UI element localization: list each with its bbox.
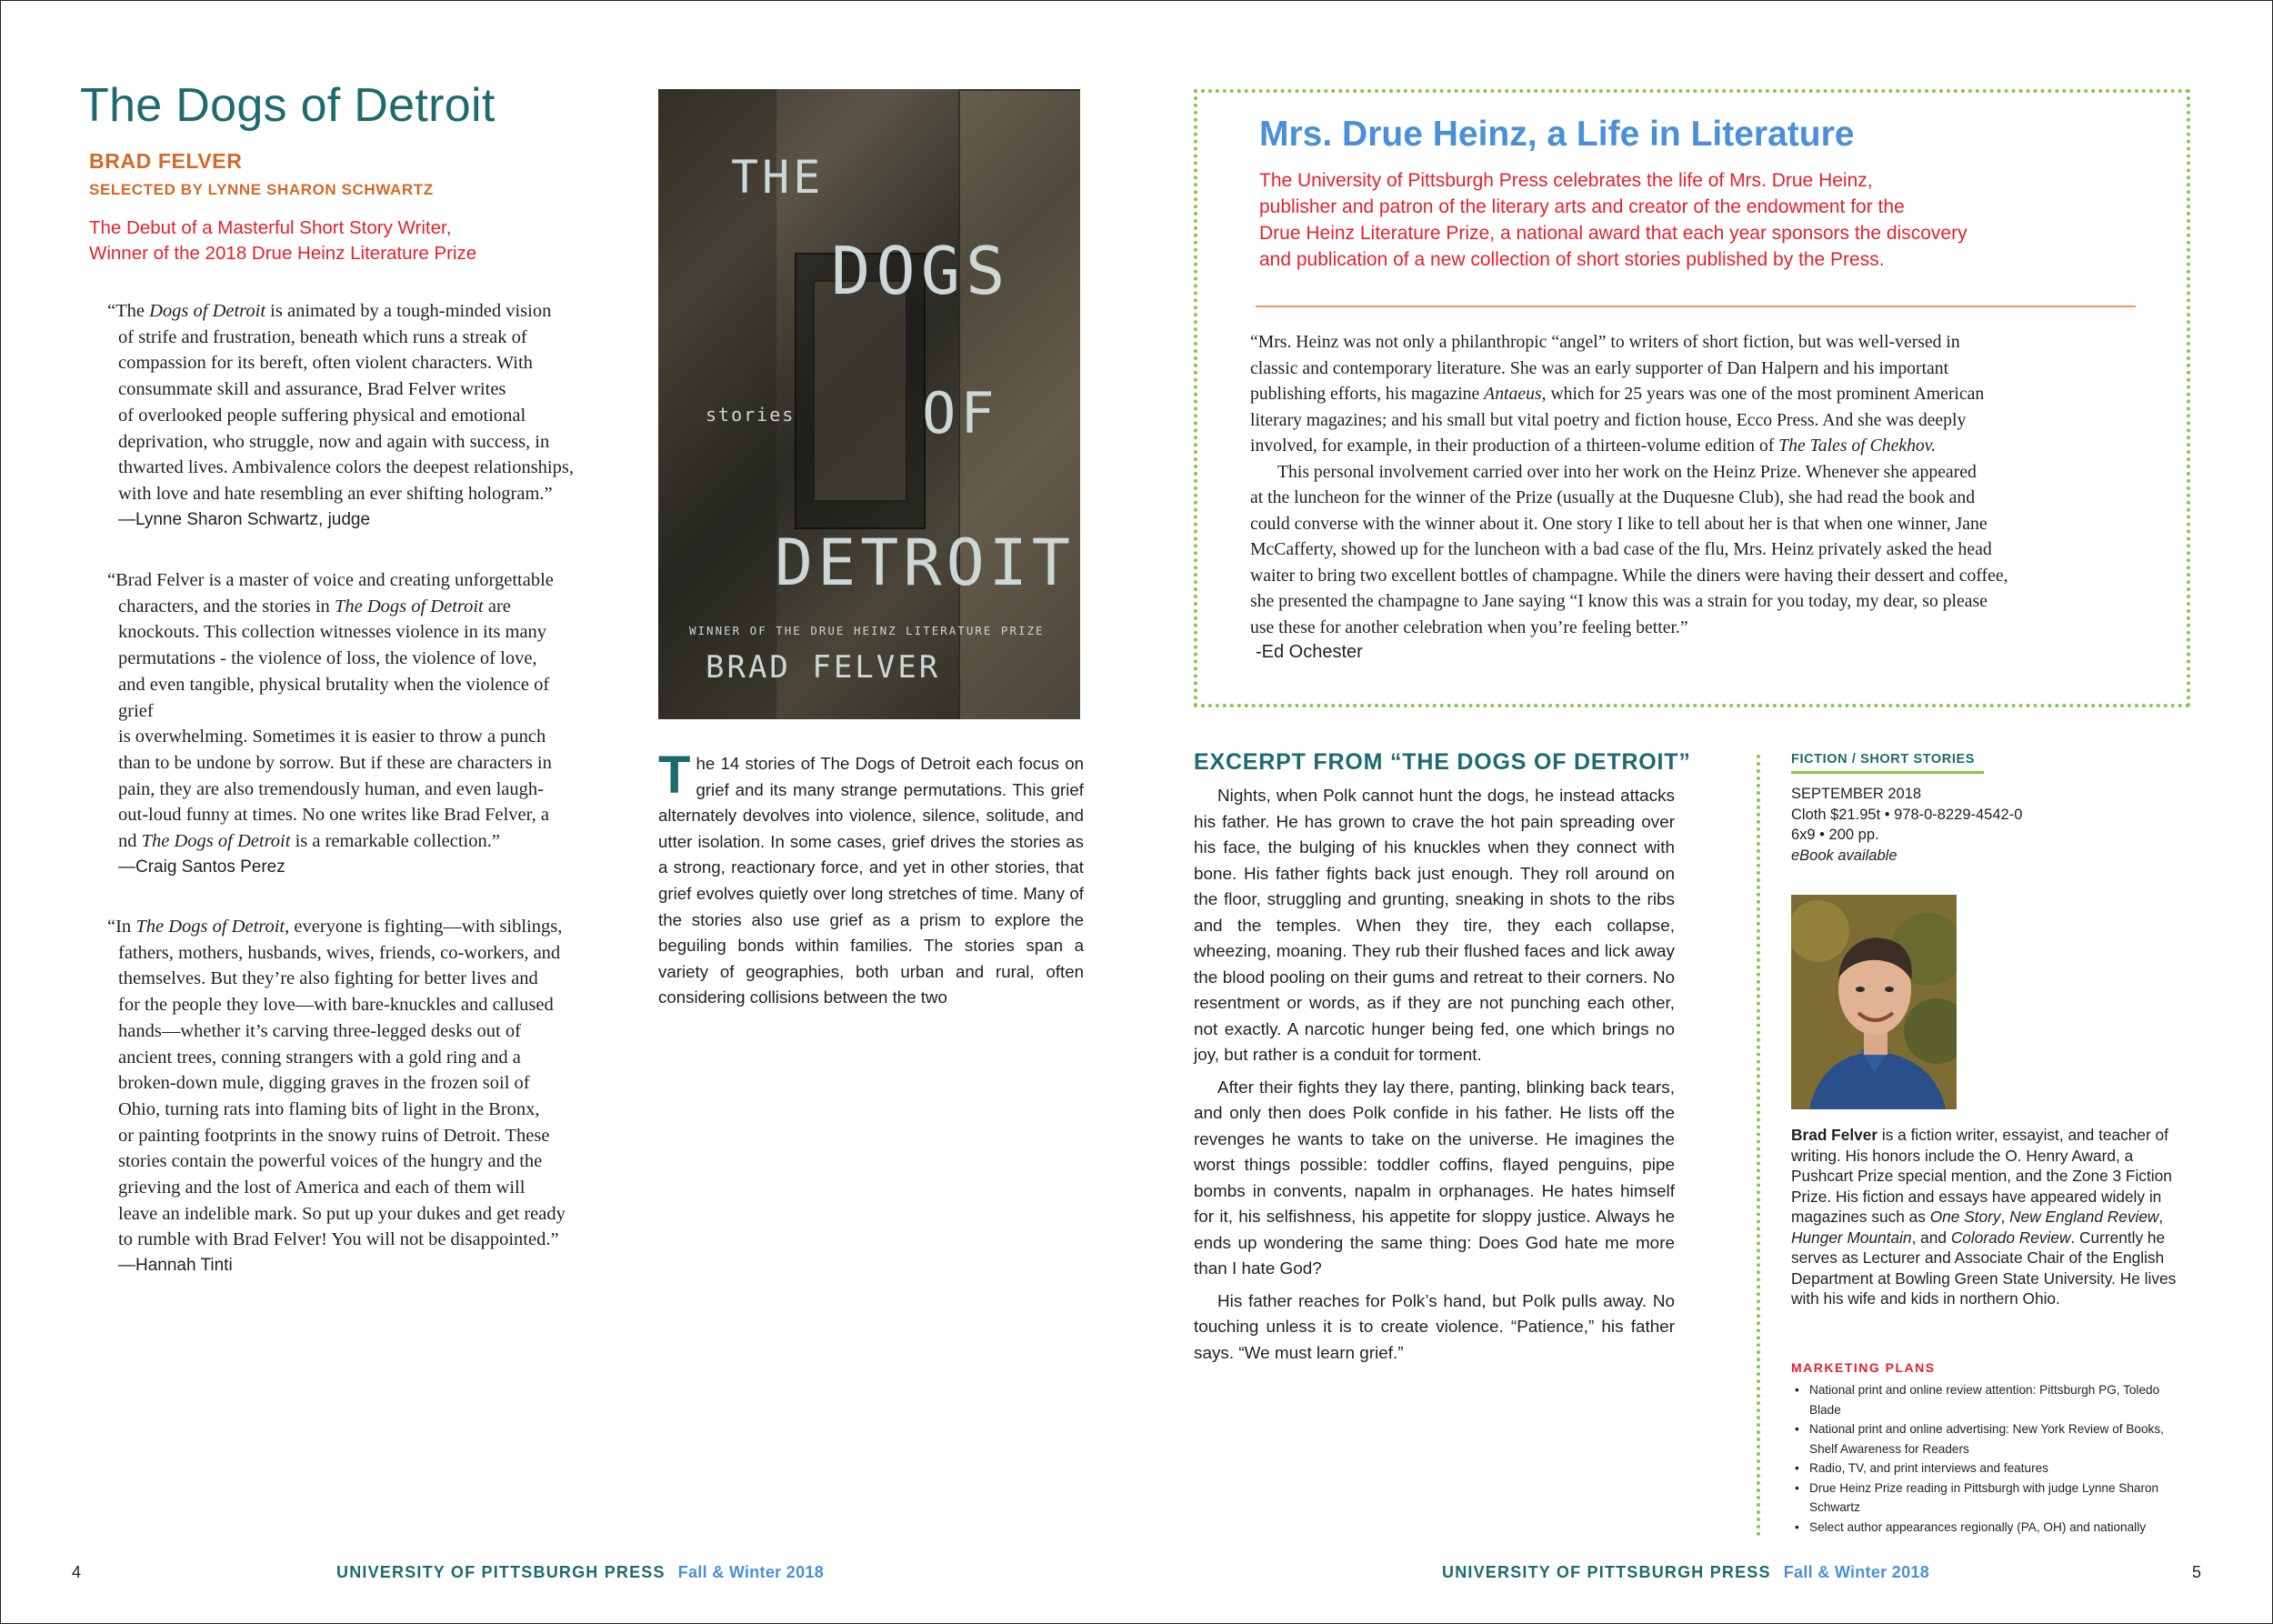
- heinz-attribution: -Ed Ochester: [1256, 642, 1363, 662]
- book-subtitle: [89, 216, 476, 266]
- bio-separator: ,: [2000, 1208, 2010, 1226]
- intro-line: and publication of a new collection of short stories published by the Press.: [1259, 249, 1885, 270]
- description-text: he 14 stories of The Dogs of Detroit each focus on grief and its many strange permutations. This grief alternately devolves into violence, silence, solitude, and utter isolation. In some cases, grief drives the stories as a strong, reactionary force, and yet in other stories, that grief evolves quietly over long stretches of time. Many of the stories also use grief as a prism to explore the beguiling bonds within families. The stories span a variety of geographies, both urban and rural, often considering collisions between the two: [658, 754, 1084, 1007]
- quote-line: use these for another celebration when you’re feeling better.”: [1250, 617, 1688, 637]
- marketing-item: • Select author appearances regionally (PA, OH) and nationally: [1791, 1518, 2191, 1538]
- cover-title-dogs: DOGS: [831, 233, 1011, 309]
- quote-line: hands—whether it’s carving three-legged desks out of: [118, 1020, 521, 1041]
- subtitle-line: Winner of the 2018 Drue Heinz Literature Prize: [89, 243, 477, 264]
- footer-press: UNIVERSITY OF PITTSBURGH PRESS: [336, 1563, 666, 1581]
- bio-magazine: New England Review: [2009, 1208, 2159, 1226]
- quote-line: This personal involvement carried over into her work on the Heinz Prize. Whenever she appeared: [1277, 461, 1977, 482]
- bio-magazine: One Story: [1929, 1208, 2001, 1226]
- cover-title-the: THE: [731, 151, 825, 204]
- quote-attribution: —Craig Santos Perez: [118, 857, 285, 877]
- author-photo-illustration: [1791, 895, 1957, 1109]
- quote-body: [107, 594, 630, 855]
- intro-line: publisher and patron of the literary arts and creator of the endowment for the: [1259, 196, 1905, 217]
- blurb-schwartz: [107, 298, 630, 533]
- quote-line: grief: [118, 700, 154, 721]
- quote-line: deprivation, who struggle, now and again with success, in: [118, 431, 550, 452]
- excerpt-body: [1194, 784, 1675, 1373]
- category-label: FICTION / SHORT STORIES: [1791, 752, 1976, 767]
- quote-line: for the people they love—with bare-knuckles and callused: [118, 995, 554, 1016]
- quote-line: she presented the champagne to Jane saying “I know this was a strain for you today, my dear, so please: [1250, 591, 1988, 611]
- footer-season: Fall & Winter 2018: [1783, 1563, 1930, 1581]
- bio-separator: ,: [2158, 1208, 2164, 1226]
- selected-by: SELECTED BY LYNNE SHARON SCHWARTZ: [89, 181, 434, 198]
- quote-line: knockouts. This collection witnesses violence in its many: [118, 622, 547, 643]
- subtitle-line: The Debut of a Masterful Short Story Writer,: [89, 217, 452, 238]
- heinz-title: Mrs. Drue Heinz, a Life in Literature: [1259, 115, 1855, 154]
- footer-right: [1442, 1563, 1929, 1582]
- author-bio: [1791, 1125, 2191, 1309]
- quote-line: stories contain the powerful voices of the hungry and the: [118, 1151, 543, 1172]
- excerpt-paragraph: After their fights they lay there, panting, blinking back tears, and only then does Polk confide in his father. He lists off the revenges he wants to take on the universe. He imagines the worst things possible: toddler coffins, flayed penguins, pipe bombs in convents, napalm in orphanages. He hates himself for it, his selfishness, his appetite for sloppy justice. Always he ends up wondering the same thing: Does God hate me more than I hate God?: [1194, 1078, 1675, 1278]
- quote-line: thwarted lives. Ambivalence colors the deepest relationships,: [118, 457, 574, 478]
- page-number-right: 5: [2192, 1563, 2202, 1581]
- quote-line: McCafferty, showed up for the luncheon with a bad case of the flu, Mrs. Heinz privately asked the head: [1250, 539, 1992, 559]
- quote-line: grieving and the lost of America and each of them will: [118, 1178, 526, 1198]
- heinz-quote: [1250, 329, 2141, 640]
- book-title: The Dogs of Detroit: [80, 79, 496, 132]
- quote-line: or painting footprints in the snowy ruins of Detroit. These: [118, 1125, 550, 1146]
- quote-line: publishing efforts, his magazine Antaeus, which for 25 years was one of the most prominent American: [1250, 384, 1985, 404]
- cover-title-detroit: DETROIT: [775, 526, 1076, 600]
- quote-body: [107, 940, 630, 1253]
- quote-line: “Brad Felver is a master of voice and creating unforgettable: [107, 570, 554, 590]
- footer-press: UNIVERSITY OF PITTSBURGH PRESS: [1442, 1563, 1771, 1581]
- pub-date: SEPTEMBER 2018: [1791, 786, 1922, 802]
- quote-line: characters, and the stories in The Dogs of Detroit are: [118, 596, 511, 617]
- quote-line: broken-down mule, digging graves in the frozen soil of: [118, 1073, 530, 1094]
- quote-line: than to be undone by sorrow. But if these are characters in: [118, 752, 552, 773]
- quote-line: of strife and frustration, beneath which runs a streak of: [118, 326, 527, 347]
- book-cover-image: [658, 89, 1080, 719]
- quote-line: consummate skill and assurance, Brad Felver writes: [118, 379, 506, 400]
- footer-season: Fall & Winter 2018: [677, 1563, 825, 1581]
- quote-line: pain, they are also tremendously human, and even laugh-: [118, 778, 544, 799]
- quote-line: Ohio, turning rats into flaming bits of light in the Bronx,: [118, 1098, 540, 1119]
- quote-line: “Mrs. Heinz was not only a philanthropic “angel” to writers of short fiction, but was well-versed in: [1250, 332, 1960, 352]
- quote-line: themselves. But they’re also fighting for better lives and: [118, 968, 538, 989]
- excerpt-paragraph: Nights, when Polk cannot hunt the dogs, he instead attacks his father. He has grown to crave the hot pain spreading over his face, the bulging of his knuckles when they connect with bone. His father fights back just enough. They roll around on the floor, struggling and grunting, sneaking in shots to the ribs and the temples. When they tire, they each collapse, wheezing, moaning. They rub their flushed faces and lick away the blood pooling on their gums and retreat to their corners. No resentment or words, as if they are not punching each other, not exactly. A narcotic hunger being fed, one which brings no joy, but rather is a conduit for torment.: [1194, 787, 1675, 1065]
- quote-line: could converse with the winner about it. One story I like to tell about her is that when one winner, Jane: [1250, 513, 1988, 534]
- marketing-title: MARKETING PLANS: [1791, 1360, 1936, 1375]
- quote-line: classic and contemporary literature. She was an early supporter of Dan Halpern and his important: [1250, 357, 1949, 378]
- quote-line: compassion for its bereft, often violent characters. With: [118, 353, 533, 374]
- cover-prize-line: WINNER OF THE DRUE HEINZ LITERATURE PRIZE: [689, 624, 1045, 637]
- category-underline: [1791, 771, 1984, 774]
- quote-line: permutations - the violence of loss, the violence of love,: [118, 648, 537, 669]
- price-isbn: Cloth $21.95t • 978-0-8229-4542-0: [1791, 806, 2023, 823]
- intro-line: Drue Heinz Literature Prize, a national award that each year sponsors the discovery: [1259, 223, 1968, 244]
- quote-line: nd The Dogs of Detroit is a remarkable collection.”: [118, 831, 500, 852]
- marketing-list: [1791, 1380, 2191, 1537]
- excerpt-title: EXCERPT FROM “THE DOGS OF DETROIT”: [1194, 749, 1691, 775]
- quote-line: leave an indelible mark. So put up your dukes and get ready: [118, 1203, 566, 1224]
- quote-line: to rumble with Brad Felver! You will not be disappointed.”: [118, 1229, 559, 1250]
- marketing-item: • National print and online advertising: New York Review of Books, Shelf Awareness for Readers: [1791, 1419, 2191, 1459]
- bio-text: . Currently he serves as Lecturer and Associate Chair of the English Department at Bowling Green State University. He lives with his wife and kids in northern Ohio.: [1791, 1228, 2177, 1308]
- quote-line: waiter to bring two excellent bottles of champagne. While the diners were having their dessert and coffee,: [1250, 565, 2008, 586]
- intro-line: The University of Pittsburgh Press celebrates the life of Mrs. Drue Heinz,: [1259, 170, 1873, 191]
- bio-text: is a fiction writer, essayist, and teacher of writing. His honors include the O. Henry Award, a Pushcart Prize special mention, and the Zone 3 Fiction Prize. His fiction and essays have appeared widely in magazines such as: [1791, 1126, 2172, 1226]
- cover-stair-well-inner: [813, 280, 907, 502]
- bio-separator: , and: [1911, 1228, 1951, 1247]
- quote-line: with love and hate resembling an ever shifting hologram.”: [118, 483, 553, 504]
- book-description: [658, 746, 1084, 1011]
- marketing-item: • Drue Heinz Prize reading in Pittsburgh with judge Lynne Sharon Schwartz: [1791, 1479, 2191, 1518]
- book-author: BRAD FELVER: [89, 149, 243, 173]
- quote-line: ancient trees, conning strangers with a gold ring and a: [118, 1047, 521, 1068]
- page-number-left: 4: [72, 1563, 82, 1581]
- ebook-note: eBook available: [1791, 847, 1898, 864]
- footer-left: [336, 1563, 824, 1582]
- trim-pages: 6x9 • 200 pp.: [1791, 827, 1879, 843]
- quote-body: [107, 325, 630, 507]
- bio-magazine: Colorado Review: [1950, 1228, 2071, 1247]
- heinz-intro: [1259, 167, 2114, 273]
- marketing-item: • Radio, TV, and print interviews and features: [1791, 1459, 2191, 1479]
- quote-line: “In The Dogs of Detroit, everyone is fighting—with siblings,: [107, 917, 563, 937]
- bio-magazine: Hunger Mountain: [1791, 1228, 1912, 1247]
- quote-line: and even tangible, physical brutality when the violence of: [118, 674, 550, 695]
- quote-line: out-loud funny at times. No one writes like Brad Felver, a: [118, 805, 549, 826]
- quote-line: “The Dogs of Detroit is animated by a tough-minded vision: [107, 301, 552, 321]
- quote-line: is overwhelming. Sometimes it is easier to throw a punch: [118, 727, 546, 747]
- cover-stories: stories: [706, 404, 796, 426]
- quote-line: at the luncheon for the winner of the Prize (usually at the Duquesne Club), she had read the book and: [1250, 487, 1976, 507]
- cover-title-of: OF: [922, 380, 999, 446]
- bio-name: Brad Felver: [1791, 1126, 1878, 1144]
- book-metadata: [1791, 784, 2022, 866]
- blurb-tinti: [107, 914, 630, 1279]
- quote-attribution: —Hannah Tinti: [118, 1256, 233, 1276]
- heinz-divider: [1256, 306, 2136, 307]
- cover-author: BRAD FELVER: [706, 649, 941, 686]
- author-photo: [1791, 895, 1957, 1109]
- excerpt-paragraph: His father reaches for Polk’s hand, but Polk pulls away. No touching unless it is to create violence. “Patience,” his father says. “We must learn grief.”: [1194, 1291, 1675, 1363]
- blurb-perez: [107, 567, 630, 880]
- quote-line: literary magazines; and his small but vital poetry and fiction house, Ecco Press. And she was deeply: [1250, 409, 1967, 430]
- marketing-item: • National print and online review attention: Pittsburgh PG, Toledo Blade: [1791, 1380, 2191, 1419]
- quote-line: involved, for example, in their production of a thirteen-volume edition of The Tales of Chekhov.: [1250, 436, 1936, 456]
- sidebar-divider: [1757, 755, 1760, 1537]
- quote-line: of overlooked people suffering physical and emotional: [118, 405, 526, 426]
- quote-line: fathers, mothers, husbands, wives, friends, co-workers, and: [118, 942, 561, 963]
- drop-cap: T: [658, 746, 691, 805]
- quote-attribution: —Lynne Sharon Schwartz, judge: [118, 509, 371, 529]
